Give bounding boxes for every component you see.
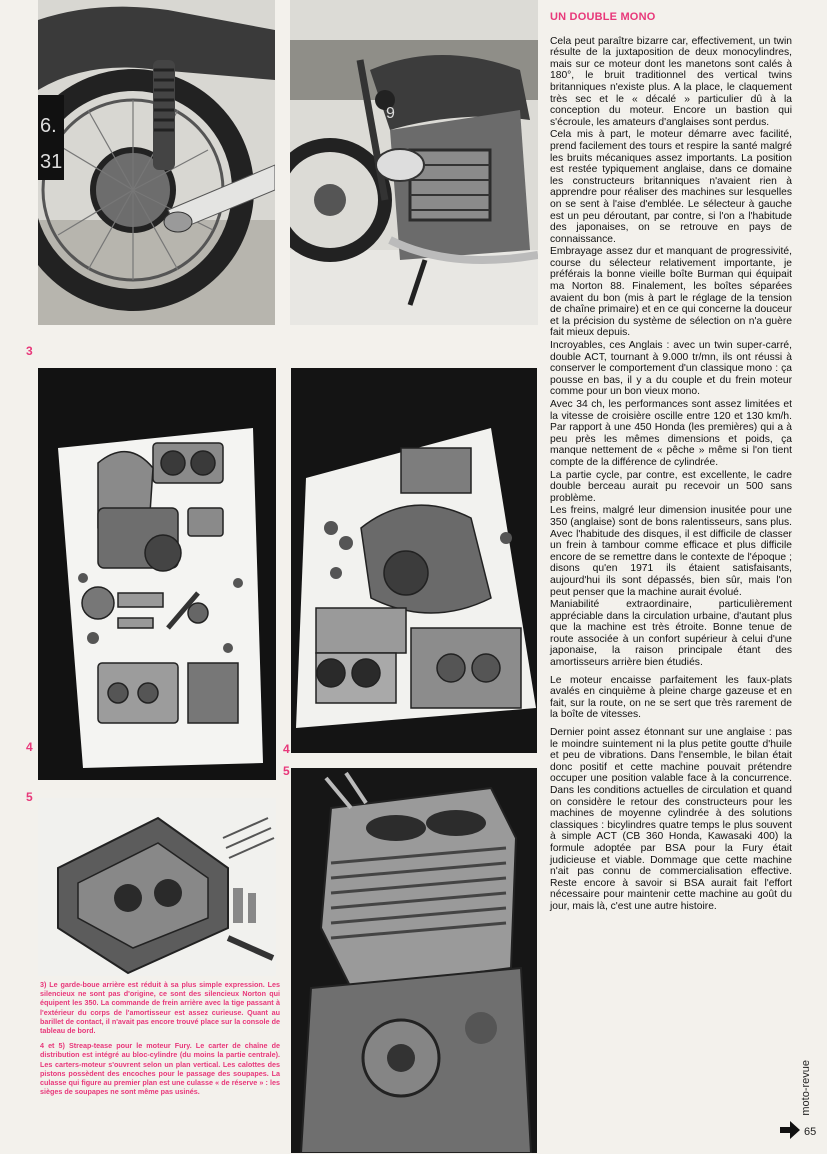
photo-engine-block xyxy=(291,768,537,1153)
svg-text:31: 31 xyxy=(40,151,63,173)
caption-4-5: 4 et 5) Streap-tease pour le moteur Fury. Le carter de chaîne de distribution est intégré au bloc-cylindre (du moins la partie centrale). Les carters-moteur s'ouvrent selon un plan vertical. Les calottes des pistons possèdent des encoches pour le passage des soupapes. La culasse qui figure au premier plan est une culasse « de réserve » : les sièges de soupapes ne sont même pas usinés. xyxy=(40,1041,280,1097)
magazine-name: moto-revue xyxy=(800,1060,812,1116)
motorcycle-illustration xyxy=(290,0,538,325)
article-paragraph: Embrayage assez dur et manquant de progressivité, course du sélecteur relativement importante, je préférais la bonne vieille boîte Burman qui équipait ma Norton 88. Finalement, les boîtes séparées avaient du bon (mis à part le réglage de la tension de chaîne primaire) et en ce qui concerne la douceur et la précision du système de sélection on n'a guère fait mieux depuis. xyxy=(550,246,792,339)
svg-text:9: 9 xyxy=(386,105,395,122)
figure-number: 4 xyxy=(283,742,290,756)
article-paragraph: Cela mis à part, le moteur démarre avec facilité, prend facilement des tours et respire la santé malgré les bruits mécaniques assez importants. La position est restée typiquement anglaise, dans ce domaine les constructeurs britanniques n'avaient rien à apprendre pour réaliser des machines sur lesquelles on se sent à l'aise d'emblée. Le sélecteur à gauche est un peu déroutant, par contre, si l'on a l'habitude des japonaises, on se retrouve en pays de connaissance. xyxy=(550,129,792,245)
page-number: 65 xyxy=(804,1126,817,1138)
cylinder-head-illustration xyxy=(38,798,276,976)
article-paragraph: Les freins, malgré leur dimension inusitée pour une 350 (anglaise) sont de bons ralentisseurs, sans plus. Avec l'habitude des disques, il est difficile de classer un frein à tambour comme efficace et plus difficile encore de se remettre dans le contexte de l'époque ; disons qu'en 1971 ils étaient satisfaisants, aujourd'hui ils sont dépassés, bien sûr, mais l'on peut penser que la machine aurait évolué. xyxy=(550,505,792,598)
article-column xyxy=(550,12,792,914)
svg-text:6.: 6. xyxy=(40,115,57,137)
engine-parts-right-illustration xyxy=(291,368,537,753)
rear-wheel-illustration xyxy=(38,0,275,325)
photo-captions xyxy=(40,980,280,1102)
figure-number: 5 xyxy=(26,790,33,804)
figure-number: 4 xyxy=(26,740,33,754)
article-paragraph: Avec 34 ch, les performances sont assez limitées et la vitesse de croisière oscille entre 120 et 130 km/h. Par rapport à une 450 Honda (les premières) qui a à peu près les mêmes dimensions et poids, ça manque nettement de « pêche » même si l'on tient compte de la différence de cylindrée. xyxy=(550,399,792,468)
photo-engine-parts-left xyxy=(38,368,276,780)
photo-motorcycle-side xyxy=(290,0,538,325)
figure-number: 3 xyxy=(26,344,33,358)
article-paragraph: Cela peut paraître bizarre car, effectivement, un twin résulte de la juxtaposition de deux monocylindres, mais sur ce moteur dont les manetons sont calés à 180°, le bruit traditionnel des vertical twins britanniques n'existe plus. A la place, le claquement très sec et le « décalé » particulier dû à la conception du moteur. Encore un bastion qui s'écroule, les amateurs d'anglaises sont perdus. xyxy=(550,35,792,128)
photo-engine-parts-right xyxy=(291,368,537,753)
figure-number: 5 xyxy=(283,764,290,778)
engine-parts-illustration xyxy=(38,368,276,780)
article-paragraph: Maniabilité extraordinaire, particulièrement appréciable dans la circulation urbaine, d'autant plus que la machine est très étroite. Bonne tenue de route associée à un confort supérieur à celui d'une japonaise, la raison principale étant des amortisseurs arrière bien étudiés. xyxy=(550,599,792,669)
photo-cylinder-head xyxy=(38,798,276,976)
article-paragraph: Incroyables, ces Anglais : avec un twin super-carré, double ACT, tournant à 9.000 tr/mn, ils ont réussi à conserver le comportement d'un classique mono : ça pousse en bas, il y a du couple et du frein moteur comme pour un bon vieux mono. xyxy=(550,340,792,398)
photo-rear-wheel xyxy=(38,0,275,325)
continue-arrow-icon xyxy=(780,1121,800,1139)
caption-3: 3) Le garde-boue arrière est réduit à sa plus simple expression. Les silencieux ne sont pas d'origine, ce sont des silencieux Norton qui équipent les 350. La commande de frein arrière avec la tige passant à l'extérieur du corps de l'amortisseur est assez curieuse. Quant au barillet de contact, il n'avait pas encore trouvé place sur la console de tableau de bord. xyxy=(40,980,280,1036)
article-paragraph: Le moteur encaisse parfaitement les faux-plats avalés en cinquième à pleine charge gazeuse et en fait, sur la route, on ne se sert que très rarement de la boîte de vitesses. xyxy=(550,674,792,721)
article-paragraph: La partie cycle, par contre, est excellente, le cadre double berceau aurait pu recevoir un 500 sans problème. xyxy=(550,469,792,504)
article-paragraph: Dernier point assez étonnant sur une anglaise : pas le moindre suintement ni la plus petite goutte d'huile et peu de vibrations. Dans l'ensemble, le bilan était donc positif et cette machine pouvait prétendre occuper une position valable face à la concurrence. Dans les conditions actuelles de circulation et quand on considère le retour des constructeurs pour les machines de moyenne cylindrée à des solutions classiques : bicylindres quatre temps le plus souvent à simple ACT (CB 360 Honda, Kawasaki 400) la formule adoptée par BSA pour la Fury était judicieuse et viable. Dommage que cette machine n'ait pas connu de commercialisation effective. Reste encore à savoir si BSA aurait fait l'effort nécessaire pour maintenir cette machine au goût du jour, mais là, c'est une autre histoire. xyxy=(550,727,792,912)
article-heading: UN DOUBLE MONO xyxy=(550,11,656,23)
engine-block-illustration xyxy=(291,768,537,1153)
